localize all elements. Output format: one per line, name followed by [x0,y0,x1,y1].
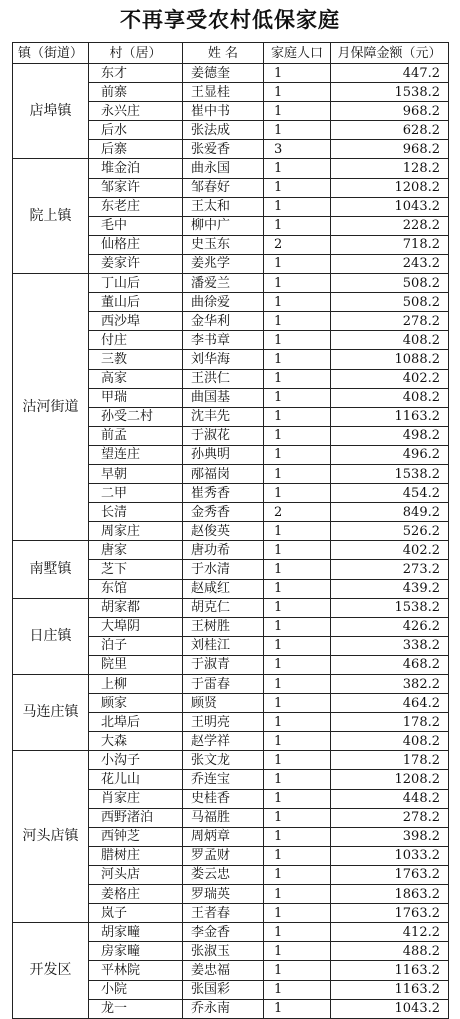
name-cell: 柳中广 [183,216,264,235]
name-cell: 邴福岗 [183,464,264,483]
name-cell: 张国彩 [183,980,264,999]
village-cell: 长清 [89,503,183,522]
population-cell: 1 [264,445,331,464]
village-cell: 房家疃 [89,942,183,961]
population-cell: 1 [264,197,331,216]
village-cell: 仙格庄 [89,235,183,254]
name-cell: 王明亮 [183,713,264,732]
name-cell: 邹春好 [183,178,264,197]
amount-cell: 243.2 [331,254,449,273]
amount-cell: 1208.2 [331,178,449,197]
population-cell: 1 [264,789,331,808]
population-cell: 1 [264,942,331,961]
village-cell: 永兴庄 [89,102,183,121]
name-cell: 马福胜 [183,808,264,827]
name-cell: 王树胜 [183,617,264,636]
header-name: 姓 名 [183,43,264,64]
village-cell: 东老庄 [89,197,183,216]
table-row [13,675,449,694]
village-cell: 西野渚泊 [89,808,183,827]
population-cell: 1 [264,293,331,312]
population-cell: 1 [264,617,331,636]
village-cell: 小院 [89,980,183,999]
village-cell: 丁山后 [89,274,183,293]
village-cell: 小沟子 [89,751,183,770]
town-cell: 沽河街道 [13,274,89,541]
name-cell: 曲国基 [183,388,264,407]
population-cell: 1 [264,331,331,350]
header-population: 家庭人口 [264,43,331,64]
population-cell: 2 [264,235,331,254]
amount-cell: 849.2 [331,503,449,522]
population-cell: 1 [264,178,331,197]
name-cell: 于淑青 [183,655,264,674]
table-header [13,43,449,64]
amount-cell: 448.2 [331,789,449,808]
population-cell: 1 [264,464,331,483]
village-cell: 东馆 [89,579,183,598]
town-cell: 店埠镇 [13,64,89,159]
village-cell: 高家 [89,369,183,388]
population-cell: 1 [264,388,331,407]
name-cell: 于水清 [183,560,264,579]
population-cell: 1 [264,694,331,713]
amount-cell: 338.2 [331,636,449,655]
village-cell: 院里 [89,655,183,674]
population-cell: 1 [264,846,331,865]
name-cell: 赵学祥 [183,732,264,751]
village-cell: 上柳 [89,675,183,694]
population-cell: 2 [264,503,331,522]
amount-cell: 439.2 [331,579,449,598]
amount-cell: 488.2 [331,942,449,961]
amount-cell: 178.2 [331,751,449,770]
amount-cell: 464.2 [331,694,449,713]
population-cell: 1 [264,713,331,732]
amount-cell: 1033.2 [331,846,449,865]
amount-cell: 382.2 [331,675,449,694]
name-cell: 崔中书 [183,102,264,121]
amount-cell: 1163.2 [331,407,449,426]
amount-cell: 1088.2 [331,350,449,369]
population-cell: 1 [264,732,331,751]
amount-cell: 1208.2 [331,770,449,789]
population-cell: 1 [264,159,331,178]
table-row [13,541,449,560]
amount-cell: 968.2 [331,102,449,121]
population-cell: 1 [264,560,331,579]
name-cell: 刘华海 [183,350,264,369]
header-amount: 月保障金额（元） [331,43,449,64]
amount-cell: 278.2 [331,808,449,827]
table-row [13,751,449,770]
amount-cell: 1163.2 [331,961,449,980]
village-cell: 芝下 [89,560,183,579]
village-cell: 胡家都 [89,598,183,617]
village-cell: 西钟芝 [89,827,183,846]
population-cell: 1 [264,923,331,942]
village-cell: 毛中 [89,216,183,235]
name-cell: 于雷春 [183,675,264,694]
name-cell: 赵俊英 [183,522,264,541]
population-cell: 1 [264,808,331,827]
population-cell: 1 [264,865,331,884]
population-cell: 1 [264,751,331,770]
population-cell: 1 [264,885,331,904]
name-cell: 姜忠福 [183,961,264,980]
population-cell: 1 [264,254,331,273]
village-cell: 顾家 [89,694,183,713]
population-cell: 1 [264,350,331,369]
village-cell: 早朝 [89,464,183,483]
header-row [13,43,449,64]
amount-cell: 1763.2 [331,865,449,884]
population-cell: 1 [264,216,331,235]
village-cell: 周家庄 [89,522,183,541]
amount-cell: 628.2 [331,121,449,140]
village-cell: 东才 [89,64,183,83]
name-cell: 曲徐爱 [183,293,264,312]
population-cell: 1 [264,64,331,83]
population-cell: 1 [264,83,331,102]
town-cell: 南墅镇 [13,541,89,598]
header-village: 村（居） [89,43,183,64]
page-title: 不再享受农村低保家庭 [120,8,340,32]
amount-cell: 408.2 [331,732,449,751]
population-cell: 1 [264,484,331,503]
amount-cell: 447.2 [331,64,449,83]
amount-cell: 1538.2 [331,83,449,102]
village-cell: 邹家许 [89,178,183,197]
amount-cell: 498.2 [331,426,449,445]
village-cell: 望连庄 [89,445,183,464]
amount-cell: 228.2 [331,216,449,235]
name-cell: 金华利 [183,312,264,331]
amount-cell: 454.2 [331,484,449,503]
name-cell: 王洪仁 [183,369,264,388]
name-cell: 金秀香 [183,503,264,522]
amount-cell: 402.2 [331,541,449,560]
name-cell: 罗瑞英 [183,885,264,904]
table-body [13,64,449,1019]
name-cell: 乔连宝 [183,770,264,789]
village-cell: 北埠后 [89,713,183,732]
population-cell: 1 [264,369,331,388]
table-row [13,64,449,83]
amount-cell: 508.2 [331,274,449,293]
amount-cell: 273.2 [331,560,449,579]
village-cell: 后寨 [89,140,183,159]
village-cell: 大森 [89,732,183,751]
village-cell: 花儿山 [89,770,183,789]
amount-cell: 718.2 [331,235,449,254]
village-cell: 付庄 [89,331,183,350]
amount-cell: 398.2 [331,827,449,846]
village-cell: 西沙埠 [89,312,183,331]
amount-cell: 402.2 [331,369,449,388]
town-cell: 河头店镇 [13,751,89,923]
name-cell: 周炳章 [183,827,264,846]
amount-cell: 178.2 [331,713,449,732]
name-cell: 刘桂江 [183,636,264,655]
village-cell: 唐家 [89,541,183,560]
amount-cell: 128.2 [331,159,449,178]
village-cell: 前孟 [89,426,183,445]
name-cell: 顾贤 [183,694,264,713]
village-cell: 大埠阴 [89,617,183,636]
table-row [13,598,449,617]
name-cell: 张爱香 [183,140,264,159]
population-cell: 1 [264,770,331,789]
amount-cell: 1538.2 [331,464,449,483]
name-cell: 张文龙 [183,751,264,770]
amount-cell: 968.2 [331,140,449,159]
population-cell: 1 [264,407,331,426]
population-cell: 1 [264,121,331,140]
village-cell: 三教 [89,350,183,369]
village-cell: 河头店 [89,865,183,884]
amount-cell: 1043.2 [331,999,449,1018]
village-cell: 龙一 [89,999,183,1018]
town-cell: 马连庄镇 [13,675,89,751]
population-cell: 1 [264,426,331,445]
population-cell: 1 [264,675,331,694]
name-cell: 李金香 [183,923,264,942]
population-cell: 1 [264,636,331,655]
population-cell: 1 [264,904,331,923]
village-cell: 平林院 [89,961,183,980]
amount-cell: 496.2 [331,445,449,464]
population-cell: 1 [264,541,331,560]
population-cell: 1 [264,102,331,121]
table-row [13,159,449,178]
village-cell: 泊子 [89,636,183,655]
name-cell: 姜兆学 [183,254,264,273]
population-cell: 1 [264,522,331,541]
amount-cell: 1863.2 [331,885,449,904]
population-cell: 1 [264,980,331,999]
table-row [13,274,449,293]
amount-cell: 412.2 [331,923,449,942]
subsidy-table [12,42,449,1019]
name-cell: 张法成 [183,121,264,140]
name-cell: 胡克仁 [183,598,264,617]
village-cell: 董山后 [89,293,183,312]
name-cell: 潘爱兰 [183,274,264,293]
name-cell: 曲永国 [183,159,264,178]
population-cell: 3 [264,140,331,159]
name-cell: 李书章 [183,331,264,350]
amount-cell: 278.2 [331,312,449,331]
name-cell: 娄云忠 [183,865,264,884]
name-cell: 王者春 [183,904,264,923]
town-cell: 院上镇 [13,159,89,274]
name-cell: 赵咸红 [183,579,264,598]
village-cell: 胡家疃 [89,923,183,942]
table-row [13,923,449,942]
village-cell: 堆金泊 [89,159,183,178]
name-cell: 崔秀香 [183,484,264,503]
name-cell: 罗孟财 [183,846,264,865]
population-cell: 1 [264,579,331,598]
name-cell: 孙典明 [183,445,264,464]
name-cell: 史玉东 [183,235,264,254]
name-cell: 王太和 [183,197,264,216]
population-cell: 1 [264,999,331,1018]
name-cell: 姜德奎 [183,64,264,83]
village-cell: 岚子 [89,904,183,923]
amount-cell: 526.2 [331,522,449,541]
population-cell: 1 [264,961,331,980]
population-cell: 1 [264,598,331,617]
village-cell: 甲瑞 [89,388,183,407]
amount-cell: 468.2 [331,655,449,674]
population-cell: 1 [264,827,331,846]
population-cell: 1 [264,312,331,331]
name-cell: 沈丰先 [183,407,264,426]
name-cell: 唐功希 [183,541,264,560]
town-cell: 日庄镇 [13,598,89,674]
village-cell: 肖家庄 [89,789,183,808]
village-cell: 姜格庄 [89,885,183,904]
population-cell: 1 [264,655,331,674]
amount-cell: 1163.2 [331,980,449,999]
amount-cell: 1043.2 [331,197,449,216]
name-cell: 张淑玉 [183,942,264,961]
village-cell: 二甲 [89,484,183,503]
amount-cell: 426.2 [331,617,449,636]
amount-cell: 1538.2 [331,598,449,617]
village-cell: 后水 [89,121,183,140]
name-cell: 乔永南 [183,999,264,1018]
village-cell: 前寨 [89,83,183,102]
village-cell: 姜家许 [89,254,183,273]
name-cell: 于淑花 [183,426,264,445]
amount-cell: 1763.2 [331,904,449,923]
header-town: 镇（街道） [13,43,89,64]
town-cell: 开发区 [13,923,89,1018]
name-cell: 王显桂 [183,83,264,102]
amount-cell: 508.2 [331,293,449,312]
village-cell: 孙受二村 [89,407,183,426]
village-cell: 腊树庄 [89,846,183,865]
amount-cell: 408.2 [331,388,449,407]
population-cell: 1 [264,274,331,293]
name-cell: 史桂香 [183,789,264,808]
amount-cell: 408.2 [331,331,449,350]
